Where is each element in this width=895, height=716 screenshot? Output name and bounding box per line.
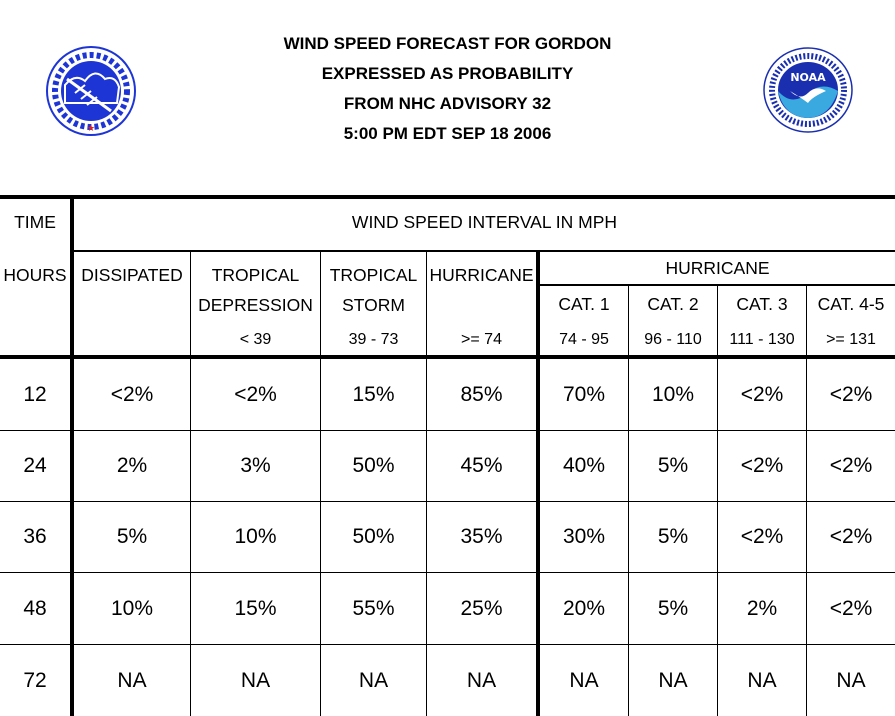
table-cell: NA	[358, 668, 389, 692]
table-cell: 30%	[562, 525, 606, 548]
table-cell: NA	[117, 668, 147, 692]
header-td-range: < 39	[239, 331, 272, 348]
row-hours: 36	[23, 525, 47, 548]
table-cell: 45%	[460, 454, 503, 477]
header-interval: WIND SPEED INTERVAL IN MPH	[351, 212, 618, 232]
col-border-cat2	[628, 286, 629, 716]
header-td-line2: DEPRESSION	[198, 295, 313, 315]
table-cell: 2%	[746, 596, 778, 620]
row-hours: 12	[23, 382, 47, 406]
title-line-1: WIND SPEED FORECAST FOR GORDON	[283, 34, 612, 53]
table-cell: NA	[466, 668, 497, 692]
table-cell: 35%	[460, 525, 503, 548]
table-cell: 85%	[460, 382, 503, 406]
table-cell: <2%	[829, 382, 873, 406]
title-line-3: FROM NHC ADVISORY 32	[343, 94, 552, 113]
table-cell: 15%	[234, 596, 277, 620]
col-border-hur	[426, 252, 427, 716]
table-cell: 10%	[110, 596, 154, 620]
row-divider-4	[0, 644, 895, 645]
header-cat1-range: 74 - 95	[559, 331, 609, 348]
header-cat2-range: 96 - 110	[644, 331, 702, 348]
table-cell: <2%	[829, 525, 873, 548]
table-cell: NA	[240, 668, 271, 692]
header-hurricane-group: HURRICANE	[665, 258, 770, 278]
table-cell: 2%	[116, 454, 148, 477]
table-cell: 25%	[460, 596, 503, 620]
header-dissipated: DISSIPATED	[81, 265, 183, 285]
noaa-logo	[760, 45, 856, 135]
header-cat45: CAT. 4-5	[817, 294, 885, 314]
table-cell: <2%	[740, 382, 784, 406]
header-cat45-range: >= 131	[826, 331, 876, 348]
header-cat2: CAT. 2	[647, 294, 699, 314]
header-hurricane-range: >= 74	[461, 331, 502, 348]
table-cell: 5%	[116, 525, 148, 548]
table-cell: <2%	[234, 382, 277, 406]
table-cell: 10%	[651, 382, 695, 406]
header-hurricane: HURRICANE	[429, 265, 534, 285]
row-divider-2	[0, 501, 895, 502]
title-line-2: EXPRESSED AS PROBABILITY	[321, 64, 574, 83]
table-cell: 15%	[352, 382, 395, 406]
table-cell: 70%	[562, 382, 606, 406]
header-cat1: CAT. 1	[558, 294, 610, 314]
table-cell: <2%	[829, 454, 873, 477]
row-divider-1	[0, 430, 895, 431]
col-border-cat45	[806, 286, 807, 716]
header-ts-line2: STORM	[342, 295, 405, 315]
table-cell: 55%	[352, 596, 395, 620]
table-cell: <2%	[740, 525, 784, 548]
table-cell: 5%	[657, 525, 689, 548]
table-cell: 20%	[562, 596, 606, 620]
table-cell: 50%	[352, 454, 395, 477]
col-border-td	[190, 252, 191, 716]
table-cell: 5%	[657, 454, 689, 477]
row-hours: 48	[23, 596, 47, 620]
table-cell: 50%	[352, 525, 395, 548]
table-cell: 5%	[657, 596, 689, 620]
table-cell: <2%	[110, 382, 154, 406]
header-cat3: CAT. 3	[736, 294, 788, 314]
table-cell: 3%	[240, 454, 271, 477]
hurricane-group-border	[536, 252, 540, 716]
table-cell: <2%	[829, 596, 873, 620]
table-top-border	[0, 195, 895, 199]
header-bottom-border	[0, 355, 895, 359]
title-line-4: 5:00 PM EDT SEP 18 2006	[343, 124, 552, 143]
table-cell: NA	[569, 668, 599, 692]
interval-underline	[73, 250, 895, 252]
table-cell: 40%	[562, 454, 606, 477]
nws-logo	[45, 45, 137, 137]
table-cell: NA	[747, 668, 777, 692]
table-cell: NA	[658, 668, 688, 692]
header-cat3-range: 111 - 130	[729, 331, 795, 348]
header-ts-line1: TROPICAL	[329, 265, 418, 285]
col-border-cat3	[717, 286, 718, 716]
header-ts-range: 39 - 73	[348, 331, 399, 348]
col-border-ts	[320, 252, 321, 716]
row-divider-3	[0, 572, 895, 573]
row-hours: 72	[23, 668, 47, 692]
table-cell: 10%	[234, 525, 277, 548]
table-cell: <2%	[740, 454, 784, 477]
svg-text:★: ★	[86, 124, 96, 134]
row-hours: 24	[23, 454, 47, 477]
header-time: TIME	[14, 212, 56, 232]
noaa-logo-text: NOAA	[790, 71, 826, 84]
header-hours: HOURS	[3, 265, 67, 285]
table-cell: NA	[836, 668, 866, 692]
header-td-line1: TROPICAL	[211, 265, 300, 285]
